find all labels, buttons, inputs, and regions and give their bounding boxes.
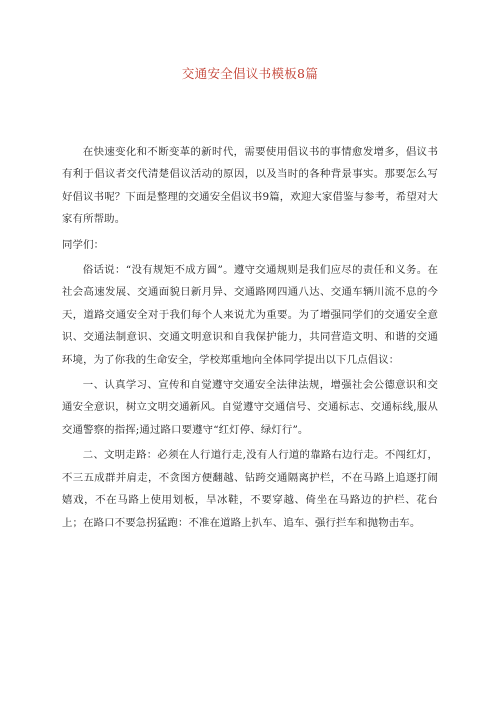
body-paragraph: 俗话说：“没有规矩不成方圆”。遵守交通规则是我们应尽的责任和义务。在社会高速发展、交通面貌日新月异、交通路网四通八达、交通车辆川流不息的今天，道路交通安全对于我们每个人来说尤为重要。为了增强同学们的交通安全意识、交通法制意识、交通文明意识和自我保护能力，共同营造文明、和谐的交通环境，为了你我的生命安全，学校郑重地向全体同学提出以下几点倡议：: [62, 264, 438, 366]
document-title: 交通安全倡议书模板8篇: [181, 66, 319, 81]
proposal-item-2: 二、文明走路：必须在人行道行走,没有人行道的靠路右边行走。不闯红灯，不三五成群并肩走，不贪图方便翻越、钻跨交通隔离护栏，不在马路上追逐打闹嬉戏，不在马路上使用划板，旱冰鞋，不要穿越、倚坐在马路边的护栏、花台上；在路口不要急拐猛跑：不准在道路上扒车、追车、强行拦车和抛物击车。: [62, 449, 438, 529]
intro-paragraph: 在快速变化和不断变革的新时代，需要使用倡议书的事情愈发增多，倡议书有利于倡议者交代清楚倡议活动的原因，以及当时的各种背景事实。那要怎么写好倡议书呢？下面是整理的交通安全倡议书9篇，欢迎大家借鉴与参考，希望对大家有所帮助。: [62, 146, 438, 226]
document-body: [62, 141, 438, 537]
proposal-item-1: 一、认真学习、宣传和自觉遵守交通安全法律法规，增强社会公德意识和交通安全意识，树立文明交通新风。自觉遵守交通信号、交通标志、交通标线,服从交通警察的指挥;通过路口要遵守“红灯停、绿灯行”。: [62, 379, 438, 436]
salutation: 同学们：: [62, 238, 105, 251]
